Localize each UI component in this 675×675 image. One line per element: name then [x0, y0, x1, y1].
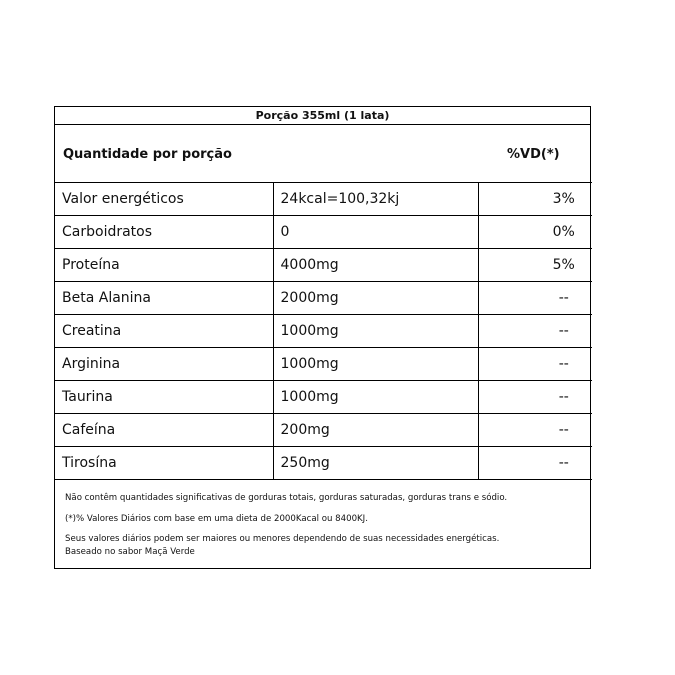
daily-value-header: %VD(*) — [507, 147, 560, 162]
nutrient-daily-value: -- — [478, 315, 592, 348]
nutrient-amount: 2000mg — [273, 282, 478, 315]
table-row — [55, 183, 592, 216]
nutrition-table — [55, 182, 592, 480]
nutrient-name: Proteína — [55, 249, 273, 282]
nutrient-amount: 200mg — [273, 414, 478, 447]
nutrient-daily-value: -- — [478, 381, 592, 414]
nutrient-amount: 1000mg — [273, 381, 478, 414]
nutrient-daily-value: -- — [478, 282, 592, 315]
nutrient-name: Creatina — [55, 315, 273, 348]
table-row — [55, 249, 592, 282]
nutrient-daily-value: 5% — [478, 249, 592, 282]
nutrient-amount: 24kcal=100,32kj — [273, 183, 478, 216]
nutrient-amount: 250mg — [273, 447, 478, 480]
quantity-header: Quantidade por porção — [63, 147, 232, 162]
nutrient-name: Tirosína — [55, 447, 273, 480]
footnote-nutrients: Não contêm quantidades significativas de gorduras totais, gorduras saturadas, gorduras trans e sódio. — [65, 493, 508, 503]
nutrient-name: Carboidratos — [55, 216, 273, 249]
portion-size: Porção 355ml (1 lata) — [55, 107, 590, 125]
nutrient-daily-value: -- — [478, 348, 592, 381]
footnotes — [65, 492, 585, 559]
table-row — [55, 282, 592, 315]
nutrient-daily-value: 0% — [478, 216, 592, 249]
footnote-variation: Seus valores diários podem ser maiores ou menores dependendo de suas necessidades energéticas. — [65, 534, 500, 544]
nutrition-facts-panel — [54, 106, 591, 569]
nutrient-name: Arginina — [55, 348, 273, 381]
footnote-flavor: Baseado no sabor Maçã Verde — [65, 547, 195, 557]
nutrient-amount: 1000mg — [273, 315, 478, 348]
nutrient-amount: 0 — [273, 216, 478, 249]
nutrient-amount: 1000mg — [273, 348, 478, 381]
table-row — [55, 216, 592, 249]
nutrient-daily-value: -- — [478, 414, 592, 447]
table-row — [55, 381, 592, 414]
nutrient-name: Cafeína — [55, 414, 273, 447]
nutrient-name: Beta Alanina — [55, 282, 273, 315]
nutrient-name: Valor energéticos — [55, 183, 273, 216]
nutrient-name: Taurina — [55, 381, 273, 414]
nutrient-daily-value: -- — [478, 447, 592, 480]
nutrient-daily-value: 3% — [478, 183, 592, 216]
nutrient-amount: 4000mg — [273, 249, 478, 282]
table-row — [55, 315, 592, 348]
table-row — [55, 414, 592, 447]
footnote-daily-values: (*)% Valores Diários com base em uma dieta de 2000Kacal ou 8400KJ. — [65, 514, 368, 524]
table-row — [55, 348, 592, 381]
table-row — [55, 447, 592, 480]
